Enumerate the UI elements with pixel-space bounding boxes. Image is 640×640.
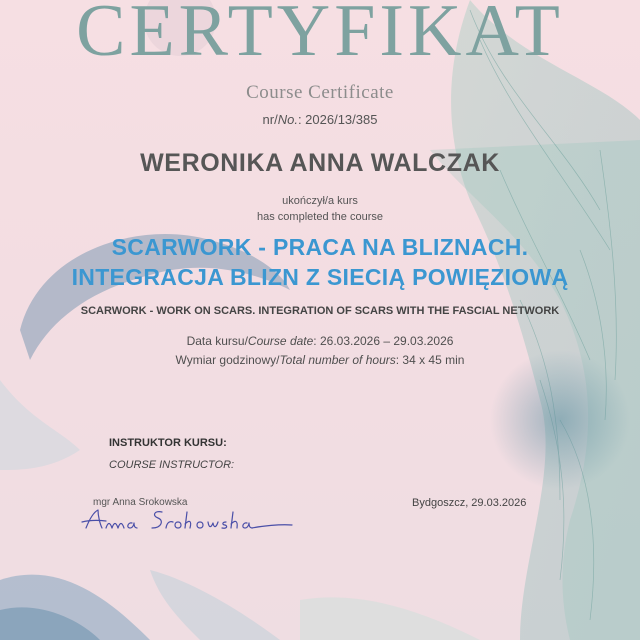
completed-text-pl: ukończył/a kurs — [282, 195, 358, 207]
instructor-signature — [80, 506, 310, 534]
course-title-en: SCARWORK - WORK ON SCARS. INTEGRATION OF SCARS WITH THE FASCIAL NETWORK — [80, 305, 560, 317]
course-title-pl-line1: SCARWORK - PRACA NA BLIZNACH. — [111, 234, 529, 260]
certificate-subtitle: Course Certificate — [246, 82, 394, 103]
certificate-number — [0, 112, 640, 127]
course-date — [0, 334, 640, 348]
number-label-en: No. — [277, 112, 298, 127]
hours-label-en: Total number of hours — [279, 353, 396, 367]
recipient-name: WERONIKA ANNA WALCZAK — [140, 149, 500, 177]
instructor-label-pl: INSTRUKTOR KURSU: — [109, 437, 227, 449]
completed-text-en: has completed the course — [257, 211, 383, 223]
date-label-pl: Data kursu/ — [186, 334, 248, 348]
course-title-pl-line2: INTEGRACJA BLIZN Z SIECIĄ POWIĘZIOWĄ — [71, 264, 569, 290]
certificate-title: CERTYFIKAT — [76, 0, 564, 72]
number-label-pl: nr/ — [262, 112, 278, 127]
instructor-label-en: COURSE INSTRUCTOR: — [109, 459, 235, 471]
hours-label-pl: Wymiar godzinowy/ — [175, 353, 280, 367]
number-value: : 2026/13/385 — [297, 112, 378, 127]
date-label-en: Course date — [247, 334, 314, 348]
date-value: : 26.03.2026 – 29.03.2026 — [313, 334, 454, 348]
course-hours — [0, 353, 640, 367]
hours-value: : 34 x 45 min — [395, 353, 465, 367]
place-and-date: Bydgoszcz, 29.03.2026 — [412, 497, 527, 509]
instructor-name: mgr Anna Srokowska — [93, 497, 188, 508]
